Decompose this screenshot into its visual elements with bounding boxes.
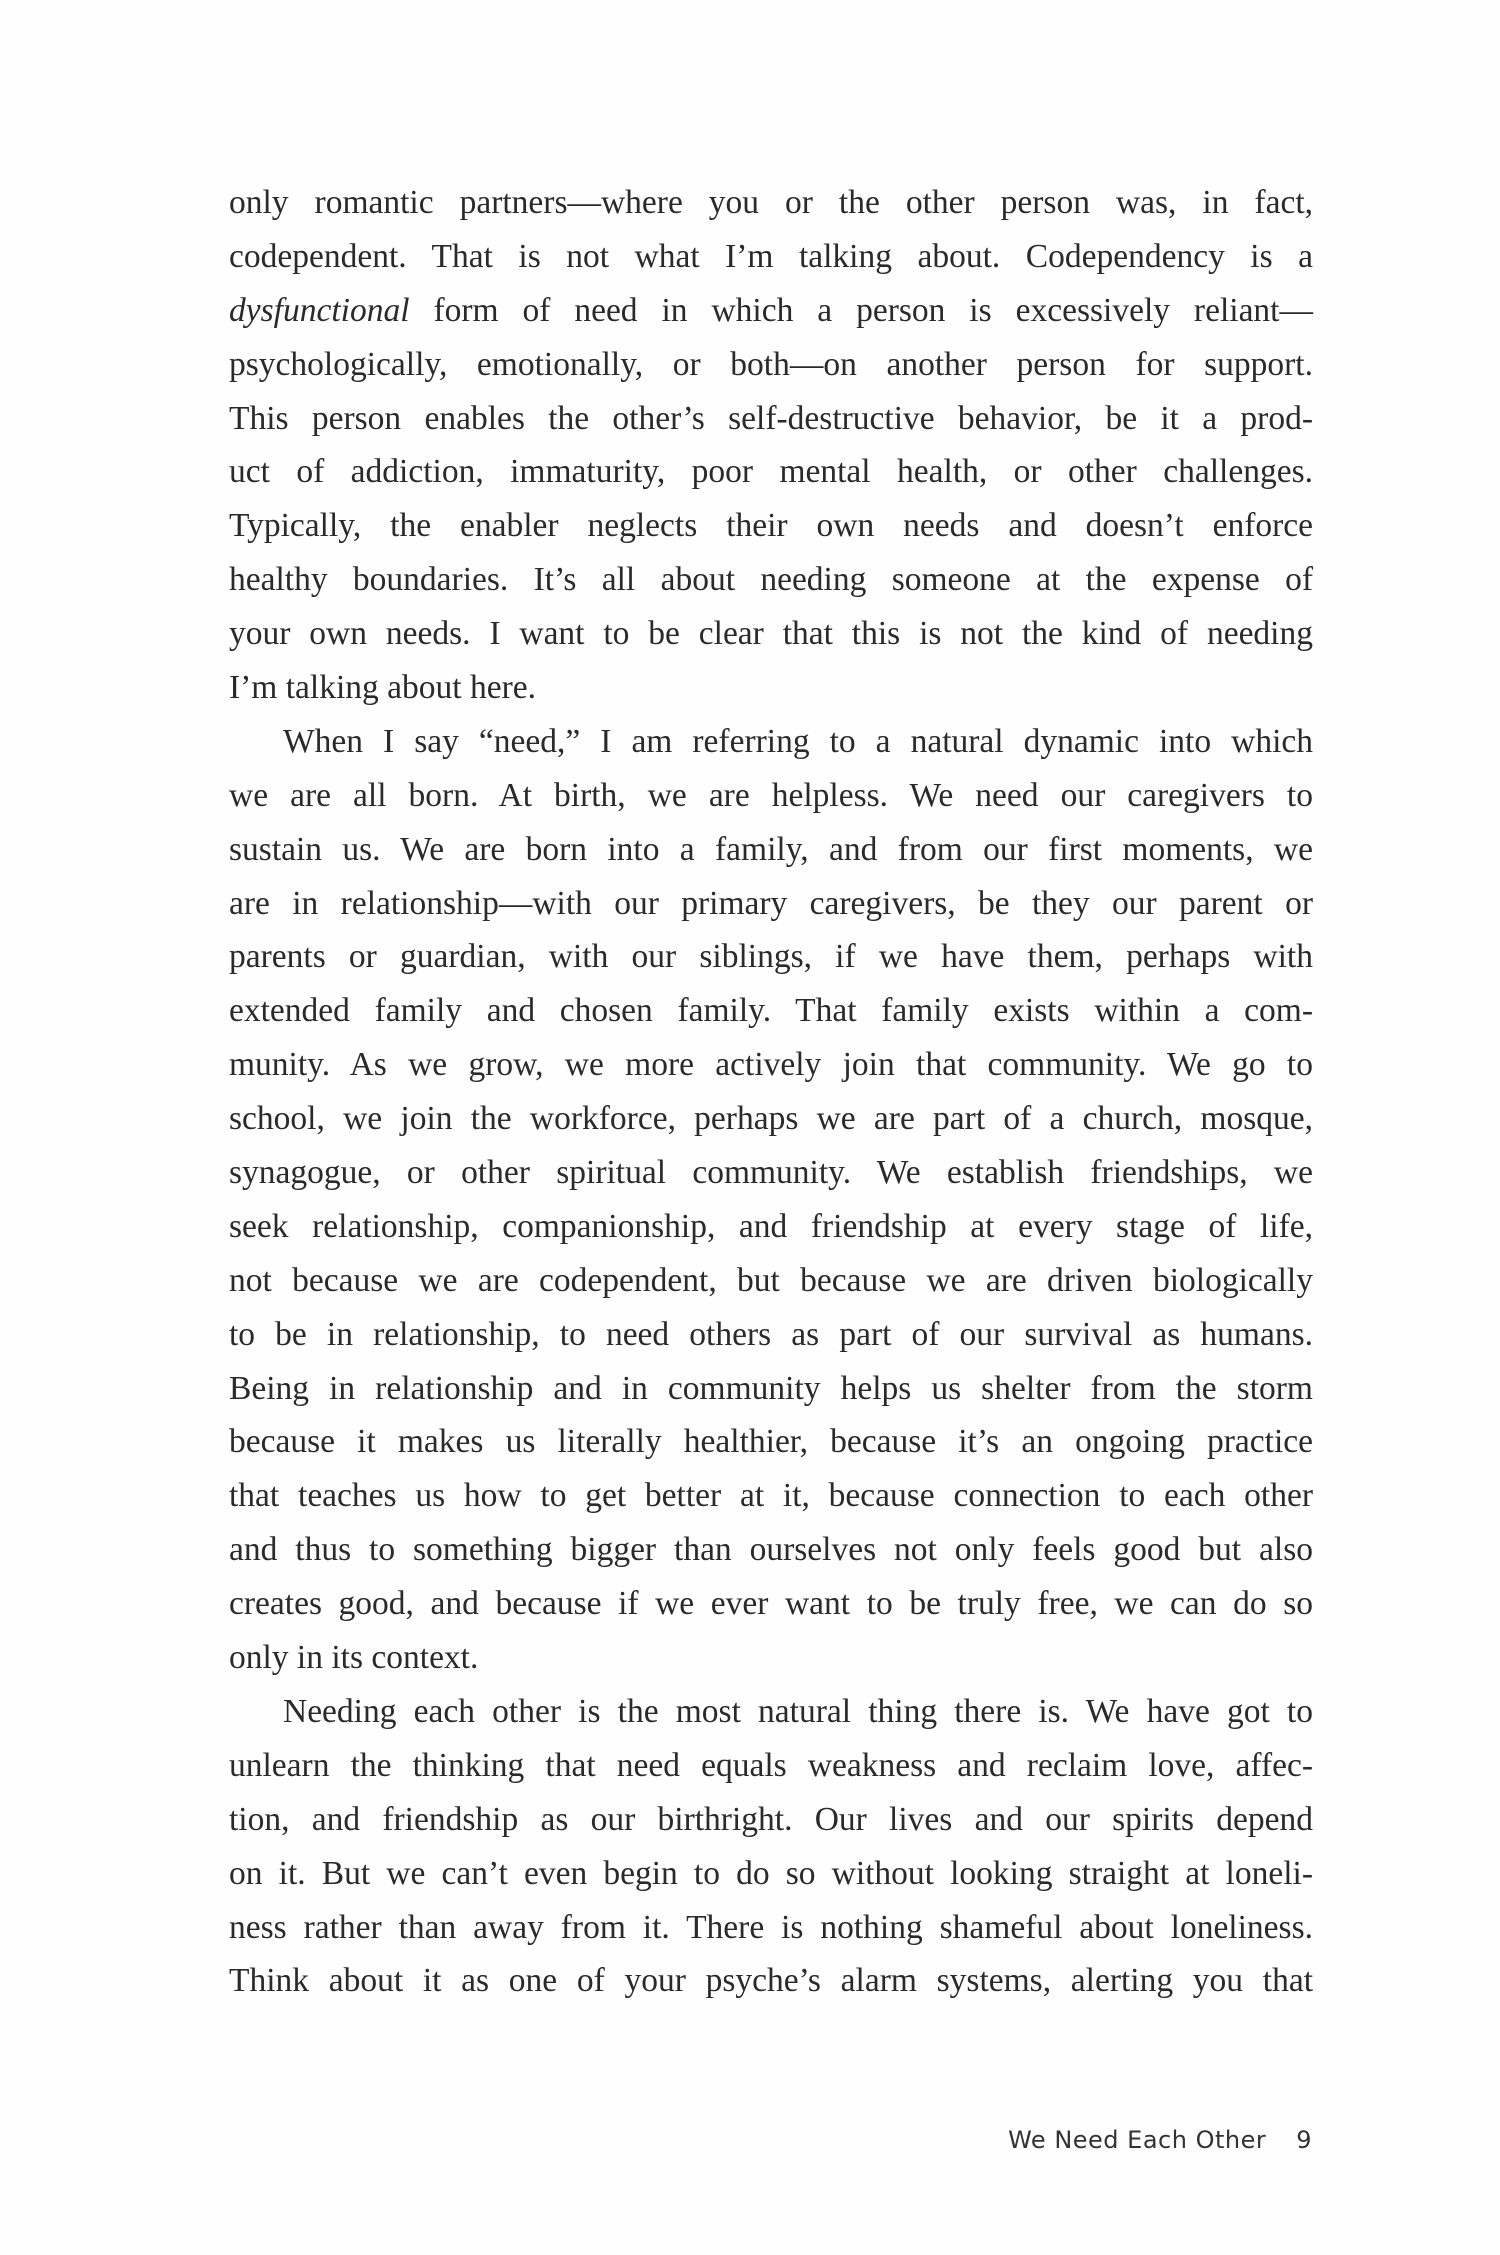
text-line: Needing each other is the most natural thing there is. We have got to [283, 1692, 1313, 1730]
text-line: parents or guardian, with our siblings, if we have them, perhaps with [229, 938, 1313, 976]
text-line: healthy boundaries. It’s all about needing someone at the expense of [229, 561, 1313, 599]
paragraph [229, 715, 1313, 1685]
paragraph [229, 1685, 1313, 2008]
text-line: because it makes us literally healthier, because it’s an ongoing practice [229, 1423, 1313, 1461]
text-line: ness rather than away from it. There is nothing shameful about loneliness. [229, 1908, 1313, 1946]
text-line: unlearn the thinking that need equals weakness and reclaim love, affec- [229, 1746, 1313, 1784]
page-footer [1008, 2126, 1312, 2154]
text-line: school, we join the workforce, perhaps we are part of a church, mosque, [229, 1100, 1313, 1138]
body-text [229, 176, 1313, 2008]
text-line: Being in relationship and in community helps us shelter from the storm [229, 1369, 1313, 1407]
text-line: to be in relationship, to need others as part of our survival as humans. [229, 1315, 1313, 1353]
text-line: sustain us. We are born into a family, and from our first moments, we [229, 830, 1313, 868]
text-line: extended family and chosen family. That family exists within a com- [229, 992, 1313, 1030]
text-line: When I say “need,” I am referring to a natural dynamic into which [283, 722, 1313, 760]
text-line: codependent. That is not what I’m talking about. Codependency is a [229, 237, 1313, 275]
text-line: that teaches us how to get better at it, because connection to each other [229, 1477, 1313, 1515]
text-line: This person enables the other’s self-destructive behavior, be it a prod- [229, 399, 1313, 437]
text-line: not because we are codependent, but because we are driven biologically [229, 1261, 1313, 1299]
italic-text: dysfunctional [229, 291, 410, 329]
text-line: psychologically, emotionally, or both—on another person for support. [229, 345, 1313, 383]
text-line: uct of addiction, immaturity, poor mental health, or other challenges. [229, 453, 1313, 491]
text-line: synagogue, or other spiritual community. We establish friendships, we [229, 1154, 1313, 1192]
text-line: are in relationship—with our primary caregivers, be they our parent or [229, 884, 1313, 922]
text-line: tion, and friendship as our birthright. Our lives and our spirits depend [229, 1800, 1313, 1838]
text-line: seek relationship, companionship, and friendship at every stage of life, [229, 1207, 1313, 1245]
text-line: we are all born. At birth, we are helpless. We need our caregivers to [229, 776, 1313, 814]
running-title: We Need Each Other [1008, 2126, 1267, 2154]
text-line: I’m talking about here. [229, 669, 536, 707]
text-line: only in its context. [229, 1639, 479, 1677]
text-line: Think about it as one of your psyche’s alarm systems, alerting you that [229, 1962, 1313, 2000]
text-line: only romantic partners—where you or the other person was, in fact, [229, 184, 1313, 221]
text-line: Typically, the enabler neglects their own needs and doesn’t enforce [229, 507, 1313, 545]
text-line: your own needs. I want to be clear that this is not the kind of needing [229, 615, 1313, 653]
text-line: and thus to something bigger than ourselves not only feels good but also [229, 1531, 1313, 1569]
text-line: munity. As we grow, we more actively join that community. We go to [229, 1046, 1313, 1084]
text-line [229, 284, 1313, 338]
text-line: on it. But we can’t even begin to do so without looking straight at loneli- [229, 1854, 1313, 1892]
text-line: creates good, and because if we ever want to be truly free, we can do so [229, 1585, 1313, 1623]
text-segment: form of need in which a person is excessively reliant— [409, 291, 1313, 329]
paragraph [229, 176, 1313, 715]
page-number: 9 [1296, 2126, 1312, 2154]
